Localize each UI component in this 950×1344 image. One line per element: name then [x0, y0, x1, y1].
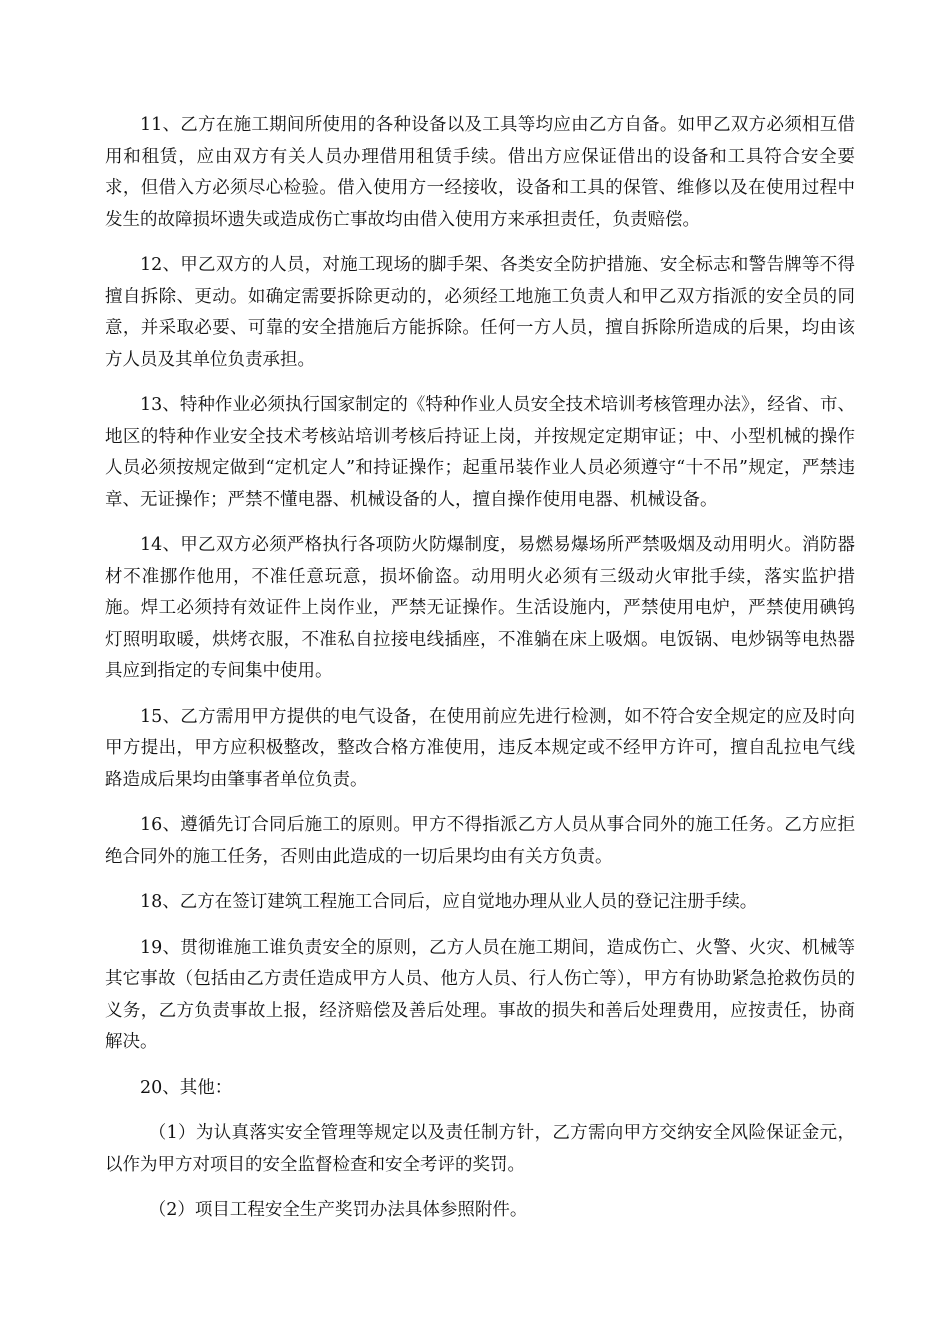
- clause-16-paragraph: 16、遵循先订合同后施工的原则。甲方不得指派乙方人员从事合同外的施工任务。乙方应拒绝合同外的施工任务，否则由此造成的一切后果均由有关方负责。: [105, 815, 855, 867]
- clause-14-paragraph: 14、甲乙双方必须严格执行各项防火防爆制度，易燃易爆场所严禁吸烟及动用明火。消防器材不准挪作他用，不准任意玩意，损坏偷盗。动用明火必须有三级动火审批手续，落实监护措施。焊工必须持有效证件上岗作业，严禁无证操作。生活设施内，严禁使用电炉，严禁使用碘钨灯照明取暖，烘烤衣服，不准私自拉接电线插座，不准躺在床上吸烟。电饭锅、电炒锅等电热器具应到指定的专间集中使用。: [105, 535, 855, 681]
- clause-13-paragraph: 13、特种作业必须执行国家制定的《特种作业人员安全技术培训考核管理办法》，经省、市、地区的特种作业安全技术考核站培训考核后持证上岗，并按规定定期审证；中、小型机械的操作人员必须按规定做到“定机定人”和持证操作；起重吊装作业人员必须遵守“十不吊”规定，严禁违章、无证操作；严禁不懂电器、机械设备的人，擅自操作使用电器、机械设备。: [105, 395, 855, 510]
- clause-20-item-1: （1）为认真落实安全管理等规定以及责任制方针，乙方需向甲方交纳安全风险保证金元，以作为甲方对项目的安全监督检查和安全考评的奖罚。: [105, 1123, 855, 1175]
- clause-11-paragraph: 11、乙方在施工期间所使用的各种设备以及工具等均应由乙方自备。如甲乙双方必须相互借用和租赁，应由双方有关人员办理借用租赁手续。借出方应保证借出的设备和工具符合安全要求，但借入方必须尽心检验。借入使用方一经接收，设备和工具的保管、维修以及在使用过程中发生的故障损坏遗失或造成伤亡事故均由借入使用方来承担责任，负责赔偿。: [105, 115, 855, 230]
- document-page: [105, 110, 855, 1241]
- clause-15-paragraph: 15、乙方需用甲方提供的电气设备，在使用前应先进行检测，如不符合安全规定的应及时向甲方提出，甲方应积极整改，整改合格方准使用，违反本规定或不经甲方许可，擅自乱拉电气线路造成后果均由肇事者单位负责。: [105, 706, 855, 790]
- clause-12-paragraph: 12、甲乙双方的人员，对施工现场的脚手架、各类安全防护措施、安全标志和警告牌等不得擅自拆除、更动。如确定需要拆除更动的，必须经工地施工负责人和甲乙双方指派的安全员的同意，并采取必要、可靠的安全措施后方能拆除。任何一方人员，擅自拆除所造成的后果，均由该方人员及其单位负责承担。: [105, 255, 855, 370]
- clause-20-item-2: （2）项目工程安全生产奖罚办法具体参照附件。: [148, 1200, 528, 1220]
- clause-18-paragraph: 18、乙方在签订建筑工程施工合同后，应自觉地办理从业人员的登记注册手续。: [140, 892, 758, 912]
- clause-20-heading: 20、其他：: [140, 1077, 233, 1098]
- clause-19-paragraph: 19、贯彻谁施工谁负责安全的原则，乙方人员在施工期间，造成伤亡、火警、火灾、机械等其它事故（包括由乙方责任造成甲方人员、他方人员、行人伤亡等），甲方有协助紧急抢救伤员的义务，乙方负责事故上报，经济赔偿及善后处理。事故的损失和善后处理费用，应按责任，协商解决。: [105, 937, 855, 1052]
